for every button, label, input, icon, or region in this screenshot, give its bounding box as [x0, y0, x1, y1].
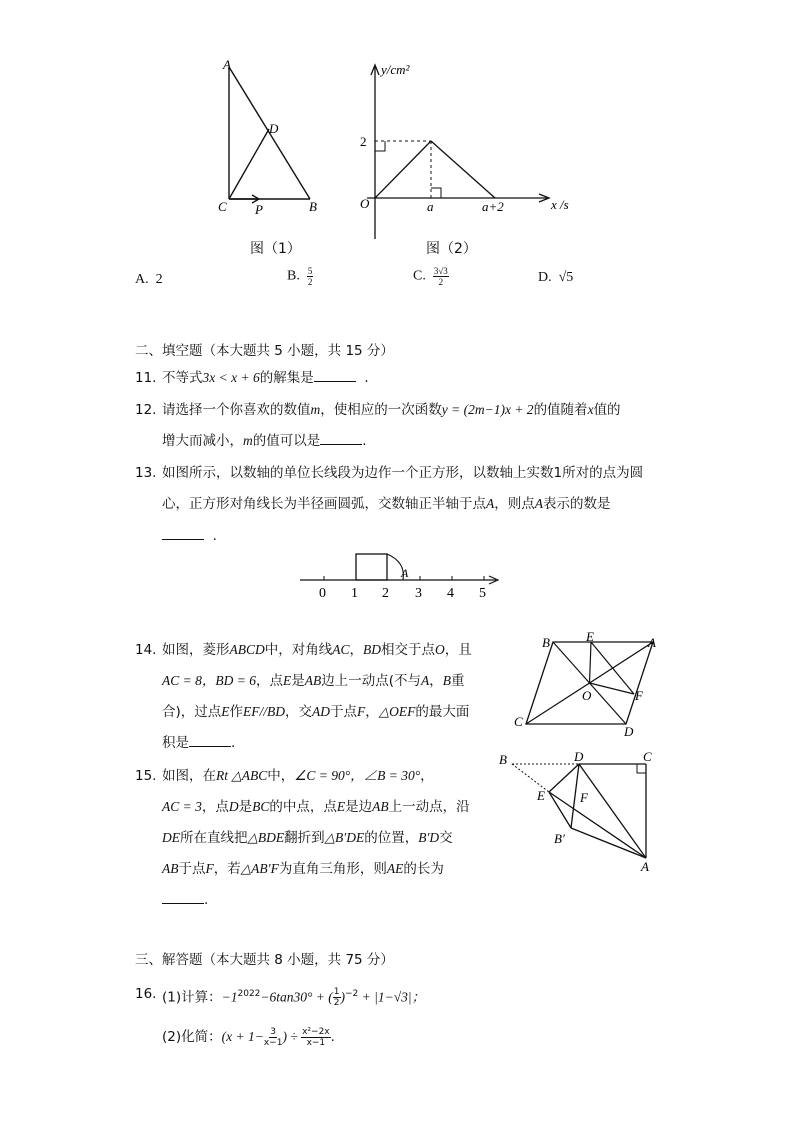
choice-c: C. $\frac{3√3}{2}$ [413, 266, 448, 287]
q12-line-2: 增大而减小，m的值可以是 . [162, 433, 367, 449]
q14-label-O: O [582, 688, 592, 703]
figure-1 [200, 55, 340, 220]
fig2-x-tick-a2: a+2 [482, 199, 504, 214]
q15-label-A: A [641, 859, 649, 873]
q12-number: 12. [135, 402, 157, 418]
q14-answer-blank [189, 734, 231, 747]
q14-line-4: 积是 . [162, 735, 236, 751]
q15-line-4: AB于点F，若△AB′F为直角三角形，则AE的长为 [162, 861, 444, 877]
q15-number: 15. [135, 768, 157, 784]
q16-part-1: (1)计算：$-1^{2022}-6\tan 30^\circ$ + ( $\frac{1}{2}$ )$^{-2}$ + |1−√3|； [162, 987, 426, 1008]
q15-line-2: AC = 3，点D是BC的中点，点E是边AB上一动点，沿 [162, 799, 470, 815]
q16-number: 16. [135, 986, 157, 1002]
q12-answer-blank [320, 432, 362, 445]
choice-d: D. √5 [538, 270, 574, 285]
fig1-label-P: P [255, 202, 263, 217]
q14-label-F: F [635, 688, 643, 703]
q14-label-C: C [514, 714, 523, 729]
q14-label-B: B [542, 635, 550, 650]
q11-text: 不等式3x < x + 6的解集是 . [162, 370, 369, 386]
section-3-title: 三、解答题（本大题共 8 小题，共 75 分） [135, 952, 394, 968]
q14-number: 14. [135, 642, 157, 658]
fig2-y-tick: 2 [360, 134, 367, 149]
q15-fold-figure [494, 748, 664, 873]
q14-label-E: E [586, 629, 594, 644]
q15-label-F: F [580, 790, 588, 805]
q16-part-2: (2)化简：(x + 1− $\frac{3}{x-1}$ ) ÷ $\frac{\text{x²−2x}}{x-1}$ . [162, 1026, 335, 1048]
q14-line-3: 合)，过点E作EF//BD，交AD于点F，△OEF的最大面 [162, 704, 470, 720]
q13-line-3: . [162, 520, 217, 552]
section-2-title: 二、填空题（本大题共 5 小题，共 15 分） [135, 343, 394, 359]
q13-answer-blank [162, 527, 204, 540]
fig1-label-B: B [309, 199, 317, 214]
q13-number-line-figure [296, 546, 506, 604]
q15-answer-blank [162, 891, 204, 904]
q13-tick-5: 5 [479, 586, 486, 601]
q13-line-1: 如图所示，以数轴的单位长线段为边作一个正方形，以数轴上实数1所对的点为圆 [162, 465, 644, 481]
choice-b: B. $\frac{5}{2}$ [287, 266, 313, 287]
figure-2-caption: 图（2） [426, 241, 477, 257]
fig1-label-D: D [269, 121, 279, 136]
q13-point-A: A [401, 566, 409, 580]
q14-line-1: 如图，菱形ABCD中，对角线AC，BD相交于点O，且 [162, 642, 472, 658]
fig2-x-axis-label: x /s [551, 197, 569, 212]
q13-tick-2: 2 [382, 586, 389, 601]
fig2-y-axis-label: y/cm² [381, 62, 410, 77]
q15-line-5: . [162, 884, 208, 916]
q11-number: 11. [135, 370, 157, 386]
q14-label-A: A [648, 635, 656, 650]
q13-tick-0: 0 [319, 586, 326, 601]
q13-tick-4: 4 [447, 586, 454, 601]
q15-label-E: E [537, 788, 545, 803]
q15-label-B-prime: B′ [554, 831, 565, 846]
q15-label-B: B [499, 752, 507, 767]
q11-answer-blank [314, 369, 356, 382]
fig1-label-A: A [223, 57, 231, 72]
figure-2 [355, 55, 585, 245]
fig2-origin: O [360, 196, 370, 211]
q15-line-3: DE所在直线把△BDE翻折到△B′DE的位置，B′D交 [162, 830, 453, 846]
q13-tick-1: 1 [351, 586, 358, 601]
q14-rhombus-figure [508, 628, 668, 740]
q13-number: 13. [135, 465, 157, 481]
q15-label-C: C [643, 749, 652, 764]
q14-line-2: AC = 8，BD = 6，点E是AB边上一动点(不与A，B重 [162, 673, 465, 689]
q14-label-D: D [624, 724, 634, 739]
q15-label-D: D [574, 749, 584, 764]
q13-tick-3: 3 [415, 586, 422, 601]
q12-line-1: 请选择一个你喜欢的数值m，使相应的一次函数y = (2m−1)x + 2的值随着x值的 [162, 402, 621, 418]
q13-line-2: 心，正方形对角线长为半径画圆弧，交数轴正半轴于点A，则点A表示的数是 [162, 496, 611, 512]
figure-1-caption: 图（1） [250, 241, 301, 257]
fig2-x-tick-a: a [427, 199, 434, 214]
q15-line-1: 如图，在Rt △ABC中，∠C = 90°，∠B = 30°， [162, 768, 434, 784]
choice-a: A. 2 [135, 272, 163, 287]
fig1-label-C: C [218, 199, 227, 214]
